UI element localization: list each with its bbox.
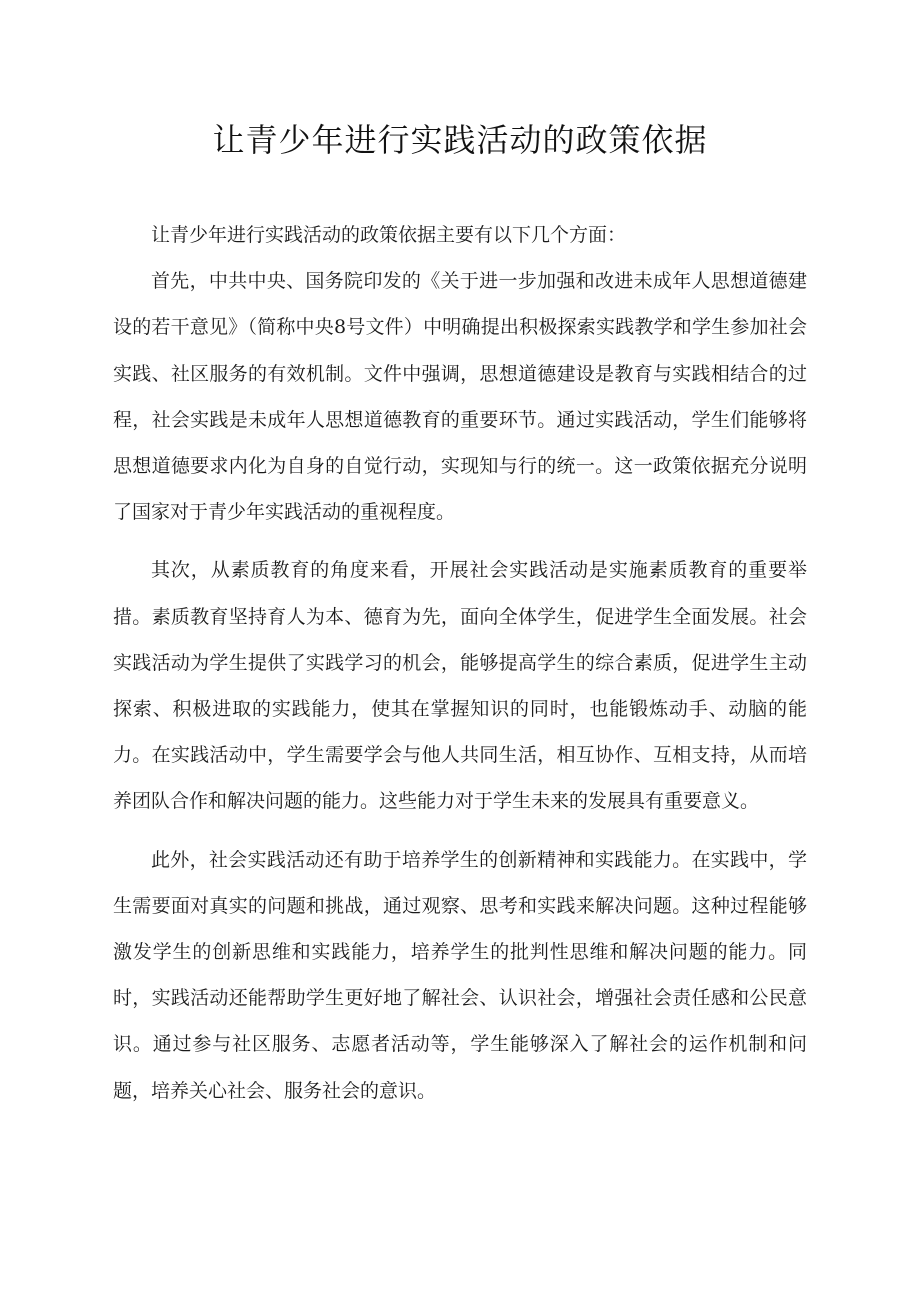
document-body [113, 212, 807, 1114]
paragraph-third: 此外，社会实践活动还有助于培养学生的创新精神和实践能力。在实践中，学生需要面对真实的问题和挑战，通过观察、思考和实践来解决问题。这种过程能够激发学生的创新思维和实践能力，培养学生的批判性思维和解决问题的能力。同时，实践活动还能帮助学生更好地了解社会、认识社会，增强社会责任感和公民意识。通过参与社区服务、志愿者活动等，学生能够深入了解社会的运作机制和问题，培养关心社会、服务社会的意识。 [113, 848, 807, 1102]
paragraph-first: 首先，中共中央、国务院印发的《关于进一步加强和改进未成年人思想道德建设的若干意见》（简称中央8号文件）中明确提出积极探索实践教学和学生参加社会实践、社区服务的有效机制。文件中强调，思想道德建设是教育与实践相结合的过程，社会实践是未成年人思想道德教育的重要环节。通过实践活动，学生们能够将思想道德要求内化为自身的自觉行动，实现知与行的统一。这一政策依据充分说明了国家对于青少年实践活动的重视程度。 [113, 270, 807, 524]
paragraph-second: 其次，从素质教育的角度来看，开展社会实践活动是实施素质教育的重要举措。素质教育坚持育人为本、德育为先，面向全体学生，促进学生全面发展。社会实践活动为学生提供了实践学习的机会，能够提高学生的综合素质，促进学生主动探索、积极进取的实践能力，使其在掌握知识的同时，也能锻炼动手、动脑的能力。在实践活动中，学生需要学会与他人共同生活，相互协作、互相支持，从而培养团队合作和解决问题的能力。这些能力对于学生未来的发展具有重要意义。 [113, 559, 807, 813]
paragraph-intro: 让青少年进行实践活动的政策依据主要有以下几个方面： [151, 224, 627, 246]
document-title: 让青少年进行实践活动的政策依据 [212, 121, 708, 159]
